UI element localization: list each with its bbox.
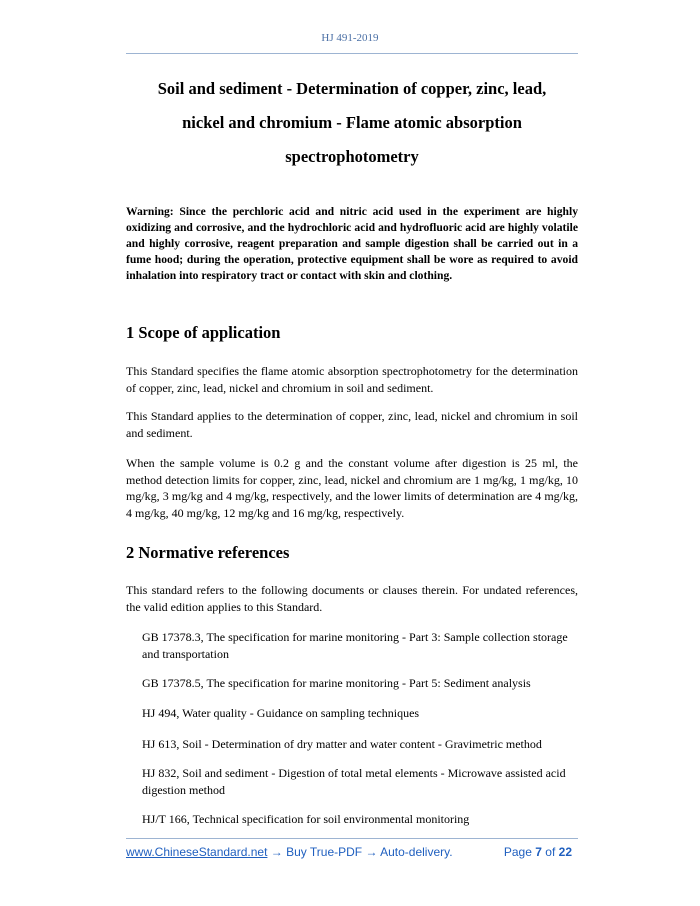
document-code-header: HJ 491-2019 (321, 32, 379, 44)
scope-paragraph-2: This Standard applies to the determination of copper, zinc, lead, nickel and chromium in soil and sediment. (126, 409, 578, 440)
section-1-heading: 1 Scope of application (126, 323, 281, 342)
website-link[interactable]: www.ChineseStandard.net (126, 845, 268, 859)
title-line-2: nickel and chromium - Flame atomic absorption (182, 113, 522, 132)
references-intro: This standard refers to the following documents or clauses therein. For undated references, the valid edition applies to this Standard. (126, 583, 578, 614)
title-line-3: spectrophotometry (285, 147, 419, 166)
page-of-label: of (545, 845, 556, 859)
page-label: Page (503, 845, 532, 859)
header-divider (126, 53, 578, 54)
reference-item: GB 17378.3, The specification for marine monitoring - Part 3: Sample collection storage and transportation (142, 630, 568, 661)
reference-item: HJ 494, Water quality - Guidance on sampling techniques (142, 706, 420, 720)
reference-item: GB 17378.5, The specification for marine monitoring - Part 5: Sediment analysis (142, 676, 531, 690)
footer-divider (126, 838, 578, 839)
footer-bar (126, 845, 578, 859)
reference-item: HJ 832, Soil and sediment - Digestion of total metal elements - Microwave assisted acid digestion method (142, 766, 566, 797)
footer-promo-text: → Buy True-PDF → Auto-delivery. (267, 845, 453, 859)
page-indicator (504, 845, 572, 859)
reference-item: HJ/T 166, Technical specification for soil environmental monitoring (142, 812, 470, 826)
title-line-1: Soil and sediment - Determination of copper, zinc, lead, (157, 79, 547, 98)
page-total: 22 (558, 845, 572, 859)
warning-paragraph: Warning: Since the perchloric acid and nitric acid used in the experiment are highly oxidizing and corrosive, and the hydrochloric acid and hydrofluoric acid are highly volatile and highly corrosive, reagent preparation and sample digestion shall be carried out in a fume hood; during the operation, protective equipment shall be wore as required to avoid inhalation into respiratory tract or contact with skin and clothing. (126, 205, 578, 282)
section-2-heading: 2 Normative references (126, 543, 290, 562)
scope-paragraph-3: When the sample volume is 0.2 g and the constant volume after digestion is 25 ml, the method detection limits for copper, zinc, lead, nickel and chromium are 1 mg/kg, 1 mg/kg, 10 mg/kg, 3 mg/kg and 4 mg/kg, respectively, and the lower limits of determination are 4 mg/kg, 4 mg/kg, 40 mg/kg, 12 mg/kg and 16 mg/kg, respectively. (126, 456, 578, 520)
document-title (126, 72, 578, 174)
reference-item: HJ 613, Soil - Determination of dry matter and water content - Gravimetric method (142, 737, 542, 751)
scope-paragraph-1: This Standard specifies the flame atomic absorption spectrophotometry for the determination of copper, zinc, lead, nickel and chromium in soil and sediment. (126, 364, 578, 395)
page-current: 7 (535, 845, 542, 859)
